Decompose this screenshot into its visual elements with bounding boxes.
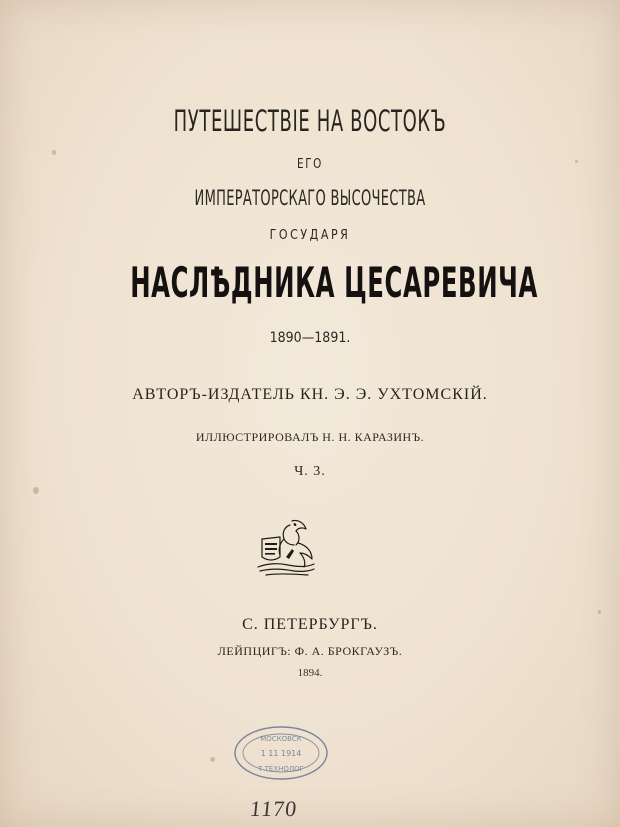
library-stamp (232, 723, 330, 783)
title-gosudarya: ГОСУДАРЯ (269, 228, 351, 243)
main-title: ПУТЕШЕСТВІЕ НА ВОСТОКЪ (173, 104, 447, 138)
stamp-bottom-text: Т ТЕХНОЛОГ (258, 765, 304, 773)
title-ego: ЕГО (297, 157, 323, 172)
griffin-emblem-icon (254, 517, 318, 579)
publication-city: С. ПЕТЕРБУРГЪ. (242, 616, 378, 633)
paper-speck (598, 610, 601, 614)
paper-speck (33, 487, 39, 494)
shelf-mark: 1170 (248, 796, 299, 821)
illustrator-line: ИЛЛЮСТРИРОВАЛЪ Н. Н. КАРАЗИНЪ. (195, 430, 425, 444)
stamp-middle-text: 1 11 1914 (260, 749, 302, 758)
paper-speck (210, 757, 215, 762)
stamp-top-text: МОСКОВСК (260, 735, 302, 743)
title-years: 1890—1891. (269, 330, 351, 346)
part-number: Ч. 3. (294, 464, 326, 479)
paper-speck (575, 160, 578, 163)
publication-year: 1894. (297, 667, 323, 679)
author-line: АВТОРЪ-ИЗДАТЕЛЬ КН. Э. Э. УХТОМСКІЙ. (132, 386, 488, 403)
title-naslednik: НАСЛѢДНИКА ЦЕСАРЕВИЧА (130, 258, 538, 307)
publisher-line: ЛЕЙПЦИГЪ: Ф. А. БРОКГАУЗЪ. (217, 644, 403, 658)
paper-speck (52, 150, 56, 155)
title-imperial: ИМПЕРАТОРСКАГО ВЫСОЧЕСТВА (194, 186, 426, 210)
